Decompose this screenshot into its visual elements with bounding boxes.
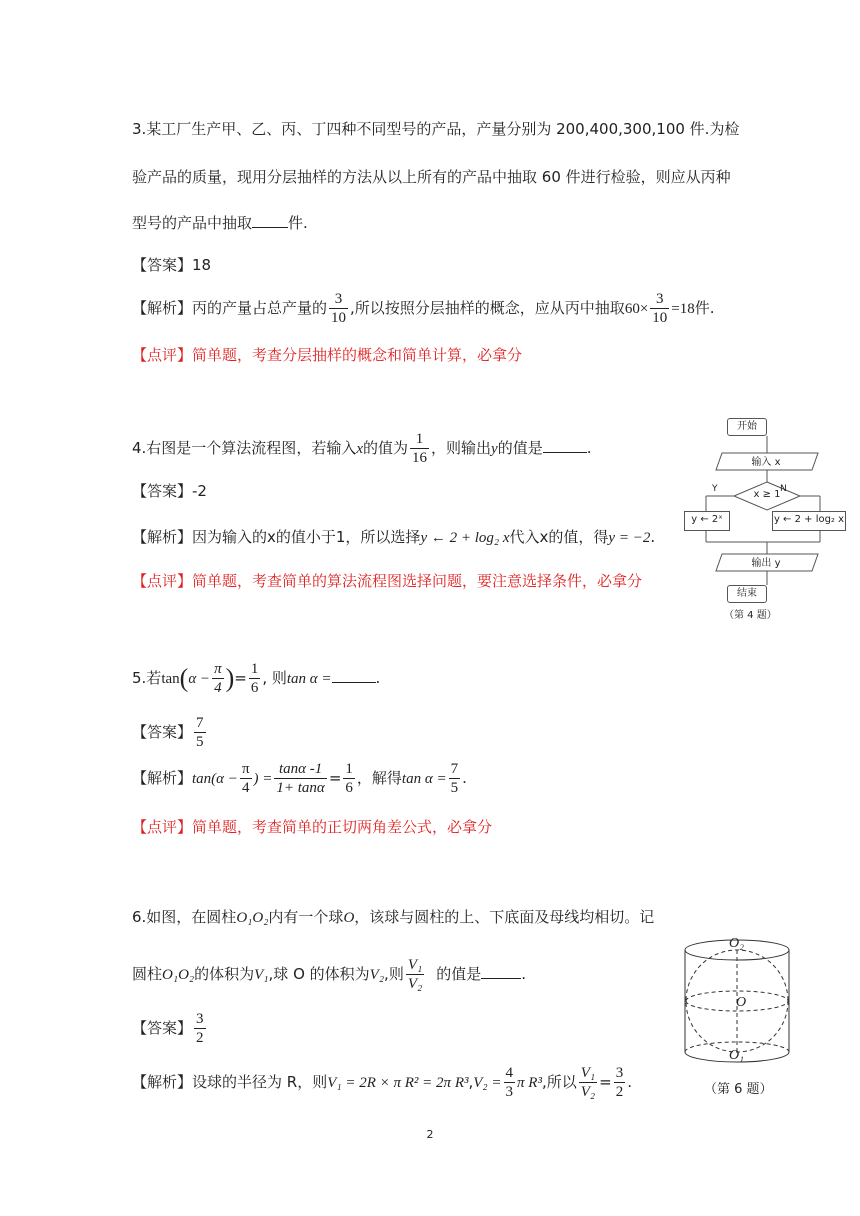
formula: π R³ [517, 1075, 542, 1091]
q5-blank [332, 682, 376, 683]
fraction [449, 760, 461, 797]
q3-blank [252, 227, 288, 228]
fraction-denominator: 6 [250, 680, 259, 696]
fraction [343, 760, 355, 797]
fraction [240, 760, 252, 797]
fraction-numerator: 7 [450, 761, 459, 777]
fraction-numerator: 3 [196, 1011, 204, 1027]
fraction-numerator: π [214, 661, 222, 677]
analysis-text: 丙的产量占总产量的 [192, 299, 328, 317]
fraction-numerator: V₁ [580, 1065, 596, 1081]
fraction-denominator: V₂ [580, 1084, 596, 1100]
q4-comment: 【点评】简单题，考查简单的算法流程图选择问题，要注意选择条件，必拿分 [132, 572, 643, 590]
fraction-numerator: π [241, 761, 250, 777]
figure-caption: （第 6 题） [704, 1082, 773, 1097]
q3-analysis [132, 290, 715, 327]
q4-blank [543, 452, 587, 453]
answer-fraction [194, 1010, 206, 1047]
flowchart-input: 输入 x [751, 457, 781, 468]
formula: y ← 2 + log₂ x [420, 530, 510, 546]
q5-text: 5.若 [132, 669, 162, 687]
paren-open: ( [179, 663, 189, 693]
fraction-numerator: 1 [410, 430, 429, 449]
fraction-numerator: 1 [345, 761, 353, 777]
tan-alpha: tan α = [286, 671, 332, 687]
equals: = [599, 1073, 612, 1091]
q5-analysis [132, 760, 467, 797]
q6-text: 的值是 [436, 965, 482, 983]
q6-blank [481, 978, 521, 979]
flowchart-start: 开始 [727, 418, 767, 436]
q3-comment: 【点评】简单题，考查分层抽样的概念和简单计算，必拿分 [132, 346, 523, 364]
flowchart-yes: Y [712, 484, 718, 494]
fraction-denominator: V₂ [407, 976, 423, 992]
q6-text: 的体积为 [194, 965, 255, 983]
formula: tan(α − [192, 771, 238, 787]
fraction-numerator: 1 [250, 661, 259, 677]
q4-analysis [132, 526, 655, 547]
flowchart-caption: （第 4 题） [724, 610, 777, 621]
cylinder-name: O₁O₂ [236, 910, 269, 926]
var-y: y [491, 441, 498, 457]
q4-text: 的值为 [363, 439, 409, 457]
formula: ) = [253, 771, 273, 787]
analysis-label: 【解析】 [132, 528, 193, 546]
page-number: 2 [426, 1128, 434, 1141]
q4-text: 的值是 [497, 439, 543, 457]
calc-text: 60× [624, 301, 649, 317]
analysis-text: . [627, 1073, 632, 1091]
v2: V₂ [369, 967, 385, 983]
fraction-denominator: 2 [615, 1084, 624, 1100]
formula: tan α = [401, 771, 447, 787]
analysis-text: 因为输入的x的值小于1，所以选择 [192, 528, 421, 546]
fraction-denominator: 3 [505, 1084, 514, 1100]
q5-line1 [132, 660, 380, 697]
analysis-text: 件. [694, 299, 715, 317]
formula: V₂ = [473, 1075, 502, 1091]
flowchart-left-box: y ← 2ˣ [684, 511, 730, 531]
answer-label: 【答案】 [132, 482, 193, 500]
q3-line1: 3.某工厂生产甲、乙、丙、丁四种不同型号的产品，产量分别为 200,400,300,100 件.为检 [132, 120, 740, 138]
analysis-label: 【解析】 [132, 769, 193, 787]
analysis-label: 【解析】 [132, 299, 193, 317]
fraction-denominator: 10 [652, 310, 668, 326]
q6-text: . [521, 965, 527, 983]
alpha-minus: α − [188, 671, 211, 687]
fraction-denominator: 6 [345, 780, 353, 796]
analysis-text: 代入x的值，得 [509, 528, 609, 546]
analysis-text: ,所以按照分层抽样的概念，应从丙中抽取 [350, 299, 625, 317]
cylinder-name: O₁O₂ [162, 967, 195, 983]
q3-line3-end: 件. [288, 214, 308, 232]
flowchart-condition: x ≥ 1 [753, 489, 781, 500]
q6-text: 6.如图，在圆柱 [132, 908, 237, 926]
q4-text: 4.右图是一个算法流程图，若输入 [132, 439, 357, 457]
fraction-numerator: 4 [505, 1065, 514, 1081]
fraction-denominator: 16 [412, 450, 428, 466]
fraction-denominator: 4 [241, 780, 250, 796]
tan-fn: tan [161, 671, 180, 687]
analysis-text: . [650, 528, 656, 546]
q6-text: 内有一个球 [268, 908, 344, 926]
fraction [329, 290, 348, 327]
q5-answer [132, 714, 208, 751]
fraction [614, 1064, 626, 1101]
analysis-text: 设球的半径为 R，则 [192, 1073, 328, 1091]
q3-answer [132, 254, 211, 275]
flowchart-no: N [780, 484, 787, 494]
q6-text: ，该球与圆柱的上、下底面及母线均相切。记 [354, 908, 655, 926]
q6-answer [132, 1010, 208, 1047]
fraction-numerator: V₁ [407, 957, 423, 973]
equals: = [234, 669, 247, 687]
fraction-denominator: 2 [196, 1030, 204, 1046]
label-o2: O₂ [729, 936, 744, 951]
fraction [212, 660, 224, 697]
flowchart-right-box: y ← 2 + log₂ x [772, 511, 846, 531]
q6-line2 [132, 956, 526, 993]
answer-label: 【答案】 [132, 256, 193, 274]
result: y = −2 [608, 530, 651, 546]
calc-text: =18 [671, 301, 695, 317]
fraction-numerator: 3 [615, 1065, 624, 1081]
equals: = [328, 769, 342, 787]
q6-text: 圆柱 [132, 965, 163, 983]
flowchart-output: 输出 y [751, 558, 781, 569]
fraction [406, 956, 424, 993]
q3-line3 [132, 212, 308, 233]
analysis-text: ，解得 [356, 769, 402, 787]
label-o1: O₁ [729, 1048, 744, 1063]
sphere-name: O [343, 910, 355, 926]
q6-text: ,球 O 的体积为 [268, 965, 370, 983]
fraction-numerator: 7 [196, 715, 204, 731]
q4-text: ，则输出 [431, 439, 492, 457]
answer-fraction [194, 714, 206, 751]
analysis-label: 【解析】 [132, 1073, 193, 1091]
fraction-numerator: 3 [650, 290, 669, 309]
q4-text: . [586, 439, 592, 457]
formula: V₁ = 2R × π R² = 2π R³ [327, 1075, 469, 1091]
analysis-text: , [468, 1073, 474, 1091]
q6-line1 [132, 906, 654, 927]
q5-text: . [375, 669, 381, 687]
q6-analysis [132, 1064, 632, 1101]
q4-answer [132, 480, 207, 501]
v1: V₁ [254, 967, 269, 983]
q3-line2: 验产品的质量，现用分层抽样的方法从以上所有的产品中抽取 60 件进行检验，则应从丙种 [132, 168, 731, 186]
fraction-denominator: 10 [331, 310, 347, 326]
fraction-denominator: 5 [450, 780, 459, 796]
q3-line3-text: 型号的产品中抽取 [132, 214, 253, 232]
answer-label: 【答案】 [132, 1019, 193, 1037]
q6-text: ,则 [384, 965, 404, 983]
fraction [274, 760, 326, 797]
fraction-numerator: 3 [329, 290, 348, 309]
fraction [410, 430, 429, 467]
fraction [504, 1064, 516, 1101]
answer-value: 18 [192, 256, 212, 274]
fraction [650, 290, 669, 327]
answer-label: 【答案】 [132, 723, 193, 741]
analysis-text: ,所以 [541, 1073, 577, 1091]
flowchart-end: 结束 [727, 585, 767, 603]
answer-value: -2 [192, 482, 207, 500]
q5-comment: 【点评】简单题，考查简单的正切两角差公式，必拿分 [132, 818, 493, 836]
fraction [579, 1064, 597, 1101]
q4-line1 [132, 430, 592, 467]
fraction [249, 660, 261, 697]
fraction-numerator: tanα -1 [274, 760, 326, 779]
q5-text: , 则 [262, 669, 287, 687]
label-o: O [736, 995, 747, 1010]
fraction-denominator: 5 [196, 734, 204, 750]
analysis-text: . [462, 769, 467, 787]
fraction-denominator: 4 [214, 680, 222, 696]
var-x: x [356, 441, 363, 457]
paren-close: ) [225, 663, 235, 693]
fraction-denominator: 1+ tanα [276, 780, 325, 796]
